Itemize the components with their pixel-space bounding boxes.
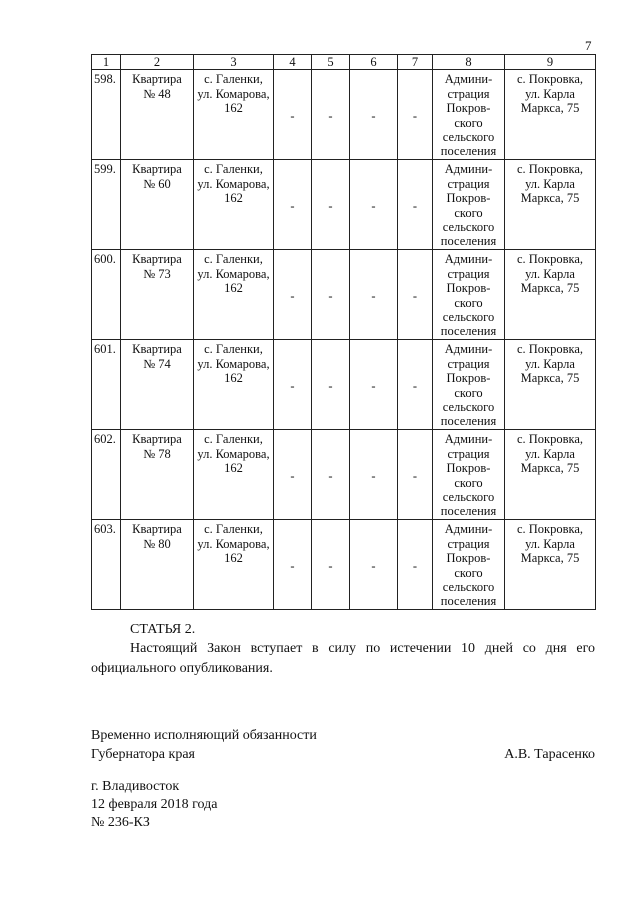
row-number-cell: 603. (92, 520, 121, 610)
law-number: № 236-КЗ (91, 815, 150, 830)
holder-cell-line: Покров- (446, 371, 491, 386)
table-body (92, 55, 596, 610)
header-cell: 4 (274, 55, 312, 70)
empty-value-cell: - (274, 70, 312, 160)
holder-cell-line: сельского (442, 130, 495, 145)
holder-cell-line: сельского (442, 310, 495, 325)
holder-cell-line: страция (447, 86, 490, 101)
object-cell (121, 520, 194, 610)
object-cell-line: № 73 (143, 266, 171, 281)
holder-address-cell (505, 340, 596, 430)
holder-cell-line: страция (447, 446, 490, 461)
address-cell-line: ул. Комарова, (197, 536, 270, 551)
row-number-cell: 600. (92, 250, 121, 340)
object-cell (121, 250, 194, 340)
empty-value-cell: - (312, 520, 350, 610)
address-cell-line: с. Галенки, (204, 432, 263, 447)
holder-address-cell (505, 250, 596, 340)
holder-cell (433, 430, 505, 520)
object-cell-line: Квартира (132, 252, 182, 267)
empty-value-cell: - (398, 250, 433, 340)
empty-value-cell: - (398, 430, 433, 520)
empty-value-cell: - (312, 160, 350, 250)
header-cell: 1 (92, 55, 121, 70)
holder-cell-line: ского (454, 115, 483, 130)
header-cell: 6 (350, 55, 398, 70)
holder-address-cell-line: Маркса, 75 (520, 371, 580, 386)
address-cell-line: с. Галенки, (204, 252, 263, 267)
property-table (91, 54, 596, 610)
holder-cell-line: сельского (442, 220, 495, 235)
holder-cell (433, 70, 505, 160)
empty-value-cell: - (350, 70, 398, 160)
holder-cell (433, 250, 505, 340)
object-cell-line: № 60 (143, 176, 171, 191)
empty-value-cell: - (312, 70, 350, 160)
empty-value-cell: - (350, 430, 398, 520)
empty-value-cell: - (312, 340, 350, 430)
holder-cell (433, 340, 505, 430)
holder-cell-line: ского (454, 385, 483, 400)
address-cell-line: ул. Комарова, (197, 176, 270, 191)
article-body: Настоящий Закон вступает в силу по истечении 10 дней со дня его официального опубликования. (91, 641, 595, 676)
address-cell (194, 160, 274, 250)
empty-value-cell: - (274, 430, 312, 520)
holder-cell-line: поселения (440, 414, 497, 429)
empty-value-cell: - (312, 250, 350, 340)
address-cell-line: ул. Комарова, (197, 356, 270, 371)
article-title: СТАТЬЯ 2. (130, 622, 196, 637)
table-row (92, 250, 596, 340)
signer-position-line-2: Губернатора края (91, 747, 195, 762)
object-cell-line: № 48 (143, 86, 171, 101)
holder-cell-line: страция (447, 176, 490, 191)
page-number: 7 (585, 38, 592, 53)
address-cell-line: с. Галенки, (204, 342, 263, 357)
object-cell (121, 430, 194, 520)
object-cell-line: Квартира (132, 432, 182, 447)
signature-line (91, 745, 595, 764)
header-cell: 9 (505, 55, 596, 70)
holder-cell-line: Покров- (446, 191, 491, 206)
table-row (92, 160, 596, 250)
table-row (92, 520, 596, 610)
address-cell-line: ул. Комарова, (197, 266, 270, 281)
header-cell: 2 (121, 55, 194, 70)
holder-cell-line: ского (454, 475, 483, 490)
holder-address-cell-line: с. Покровка, (516, 522, 584, 537)
signer-position-line-1: Временно исполняющий обязанности (91, 728, 317, 743)
holder-cell-line: ского (454, 565, 483, 580)
holder-cell-line: ского (454, 295, 483, 310)
header-cell: 5 (312, 55, 350, 70)
empty-value-cell: - (312, 430, 350, 520)
holder-address-cell-line: Маркса, 75 (520, 551, 580, 566)
address-cell (194, 430, 274, 520)
holder-address-cell-line: Маркса, 75 (520, 281, 580, 296)
empty-value-cell: - (274, 250, 312, 340)
row-number-cell: 599. (92, 160, 121, 250)
row-number-cell: 598. (92, 70, 121, 160)
table-row (92, 70, 596, 160)
holder-cell-line: поселения (440, 504, 497, 519)
empty-value-cell: - (350, 520, 398, 610)
holder-cell-line: сельского (442, 400, 495, 415)
table-row (92, 430, 596, 520)
date: 12 февраля 2018 года (91, 797, 218, 812)
address-cell-line: с. Галенки, (204, 522, 263, 537)
holder-cell-line: Покров- (446, 551, 491, 566)
address-cell (194, 520, 274, 610)
empty-value-cell: - (274, 520, 312, 610)
holder-cell-line: страция (447, 266, 490, 281)
holder-cell-line: Покров- (446, 101, 491, 116)
holder-address-cell-line: с. Покровка, (516, 252, 584, 267)
address-cell-line: 162 (224, 461, 243, 476)
signer-name: А.В. Тарасенко (504, 747, 595, 762)
address-cell-line: 162 (224, 371, 243, 386)
holder-address-cell-line: ул. Карла (525, 176, 575, 191)
row-number-cell: 601. (92, 340, 121, 430)
holder-cell-line: Покров- (446, 461, 491, 476)
holder-address-cell-line: с. Покровка, (516, 432, 584, 447)
address-cell-line: 162 (224, 191, 243, 206)
object-cell-line: № 74 (143, 356, 171, 371)
object-cell (121, 70, 194, 160)
holder-cell-line: Админи- (444, 342, 493, 357)
city: г. Владивосток (91, 779, 180, 794)
holder-address-cell-line: с. Покровка, (516, 72, 584, 87)
address-cell-line: 162 (224, 551, 243, 566)
holder-cell-line: сельского (442, 490, 495, 505)
holder-address-cell-line: с. Покровка, (516, 342, 584, 357)
holder-address-cell-line: Маркса, 75 (520, 191, 580, 206)
holder-address-cell-line: ул. Карла (525, 356, 575, 371)
address-cell-line: ул. Комарова, (197, 446, 270, 461)
address-cell (194, 340, 274, 430)
object-cell-line: № 78 (143, 446, 171, 461)
header-cell: 7 (398, 55, 433, 70)
address-cell-line: с. Галенки, (204, 162, 263, 177)
holder-cell-line: Админи- (444, 432, 493, 447)
empty-value-cell: - (398, 520, 433, 610)
object-cell-line: Квартира (132, 162, 182, 177)
holder-cell-line: Админи- (444, 522, 493, 537)
holder-cell-line: поселения (440, 234, 497, 249)
address-cell-line: с. Галенки, (204, 72, 263, 87)
empty-value-cell: - (274, 160, 312, 250)
object-cell-line: Квартира (132, 342, 182, 357)
header-cell: 8 (433, 55, 505, 70)
header-cell: 3 (194, 55, 274, 70)
address-cell-line: ул. Комарова, (197, 86, 270, 101)
object-cell-line: Квартира (132, 72, 182, 87)
empty-value-cell: - (398, 340, 433, 430)
holder-address-cell-line: ул. Карла (525, 266, 575, 281)
empty-value-cell: - (350, 160, 398, 250)
holder-cell-line: ского (454, 205, 483, 220)
holder-address-cell-line: ул. Карла (525, 446, 575, 461)
holder-address-cell (505, 70, 596, 160)
holder-address-cell-line: с. Покровка, (516, 162, 584, 177)
empty-value-cell: - (398, 70, 433, 160)
holder-cell (433, 520, 505, 610)
holder-cell-line: сельского (442, 580, 495, 595)
table-row (92, 340, 596, 430)
object-cell-line: № 80 (143, 536, 171, 551)
row-number-cell: 602. (92, 430, 121, 520)
holder-address-cell-line: ул. Карла (525, 86, 575, 101)
holder-cell-line: страция (447, 536, 490, 551)
holder-cell-line: Админи- (444, 162, 493, 177)
address-cell-line: 162 (224, 101, 243, 116)
table-header-row (92, 55, 596, 70)
holder-cell-line: Админи- (444, 72, 493, 87)
holder-cell-line: поселения (440, 594, 497, 609)
holder-address-cell (505, 520, 596, 610)
empty-value-cell: - (350, 250, 398, 340)
empty-value-cell: - (350, 340, 398, 430)
object-cell-line: Квартира (132, 522, 182, 537)
holder-cell-line: Покров- (446, 281, 491, 296)
address-cell (194, 70, 274, 160)
address-cell (194, 250, 274, 340)
holder-cell (433, 160, 505, 250)
holder-address-cell (505, 160, 596, 250)
holder-address-cell-line: Маркса, 75 (520, 461, 580, 476)
document-footer (91, 778, 218, 832)
holder-cell-line: Админи- (444, 252, 493, 267)
object-cell (121, 160, 194, 250)
object-cell (121, 340, 194, 430)
empty-value-cell: - (398, 160, 433, 250)
holder-cell-line: поселения (440, 144, 497, 159)
empty-value-cell: - (274, 340, 312, 430)
holder-address-cell-line: ул. Карла (525, 536, 575, 551)
holder-address-cell (505, 430, 596, 520)
holder-cell-line: страция (447, 356, 490, 371)
address-cell-line: 162 (224, 281, 243, 296)
signature-block (91, 726, 595, 764)
holder-address-cell-line: Маркса, 75 (520, 101, 580, 116)
holder-cell-line: поселения (440, 324, 497, 339)
